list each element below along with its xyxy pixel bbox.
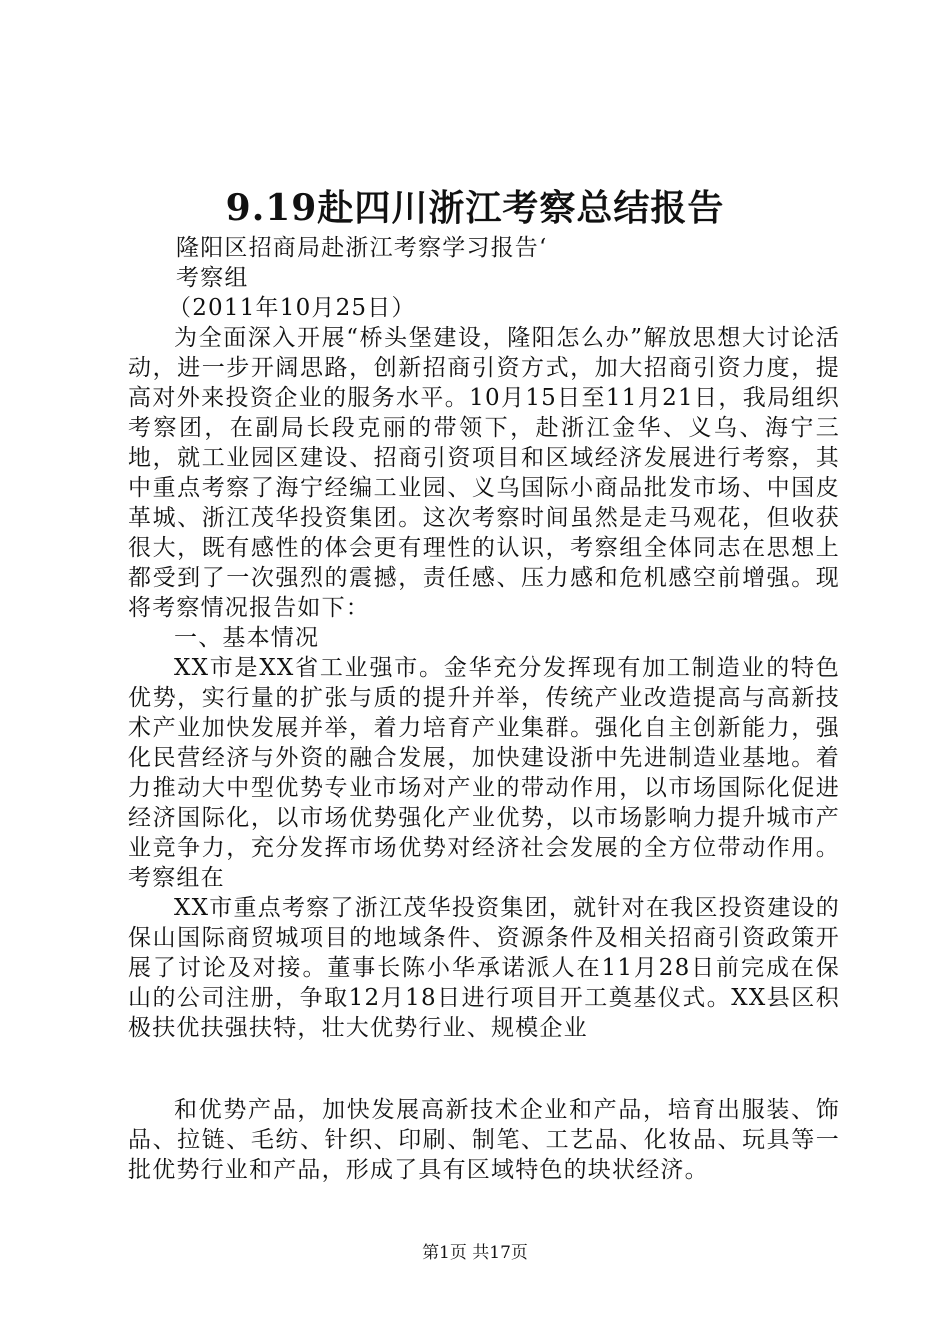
document-title: 9.19赴四川浙江考察总结报告 xyxy=(225,187,725,229)
paragraph: 为全面深入开展“桥头堡建设，隆阳怎么办”解放思想大讨论活动，进一步开阔思路，创新招商引资方式，加大招商引资力度，提高对外来投资企业的服务水平。10月15日至11月21日，我局组织考察团，在副局长段克丽的带领下，赴浙江金华、义乌、海宁三地，就工业园区建设、招商引资项目和区域经济发展进行考察，其中重点考察了海宁经编工业园、义乌国际小商品批发市场、中国皮革城、浙江茂华投资集团。这次考察时间虽然是走马观花，但收获很大，既有感性的体会更有理性的认识，考察组全体同志在思想上都受到了一次强烈的震撼，责任感、压力感和危机感空前增强。现将考察情况报告如下： xyxy=(128,325,840,621)
section-heading: 一、基本情况 xyxy=(174,625,320,651)
paragraph: 和优势产品，加快发展高新技术企业和产品，培育出服装、饰品、拉链、毛纺、针织、印刷、制笔、工艺品、化妆品、玩具等一批优势行业和产品，形成了具有区域特色的块状经济。 xyxy=(128,1097,840,1183)
date-line: （2011年10月25日） xyxy=(168,295,416,321)
page-number-footer: 第1页 共17页 xyxy=(422,1243,528,1263)
paragraph: XX市是XX省工业强市。金华充分发挥现有加工制造业的特色优势，实行量的扩张与质的提升并举，传统产业改造提高与高新技术产业加快发展并举，着力培育产业集群。强化自主创新能力，强化民营经济与外资的融合发展，加快建设浙中先进制造业基地。着力推动大中型优势专业市场对产业的带动作用，以市场国际化促进经济国际化，以市场优势强化产业优势，以市场影响力提升城市产业竞争力，充分发挥市场优势对经济社会发展的全方位带动作用。考察组在 xyxy=(128,655,840,891)
author-line: 考察组 xyxy=(176,265,249,291)
subtitle-line: 隆阳区招商局赴浙江考察学习报告‘ xyxy=(176,235,548,261)
document-body xyxy=(128,233,840,1043)
paragraph: XX市重点考察了浙江茂华投资集团，就针对在我区投资建设的保山国际商贸城项目的地域条件、资源条件及相关招商引资政策开展了讨论及对接。董事长陈小华承诺派人在11月28日前完成在保山的公司注册，争取12月18日进行项目开工奠基仪式。XX县区积极扶优扶强扶特，壮大优势行业、规模企业 xyxy=(128,895,840,1041)
document-body-continued xyxy=(128,1095,840,1185)
